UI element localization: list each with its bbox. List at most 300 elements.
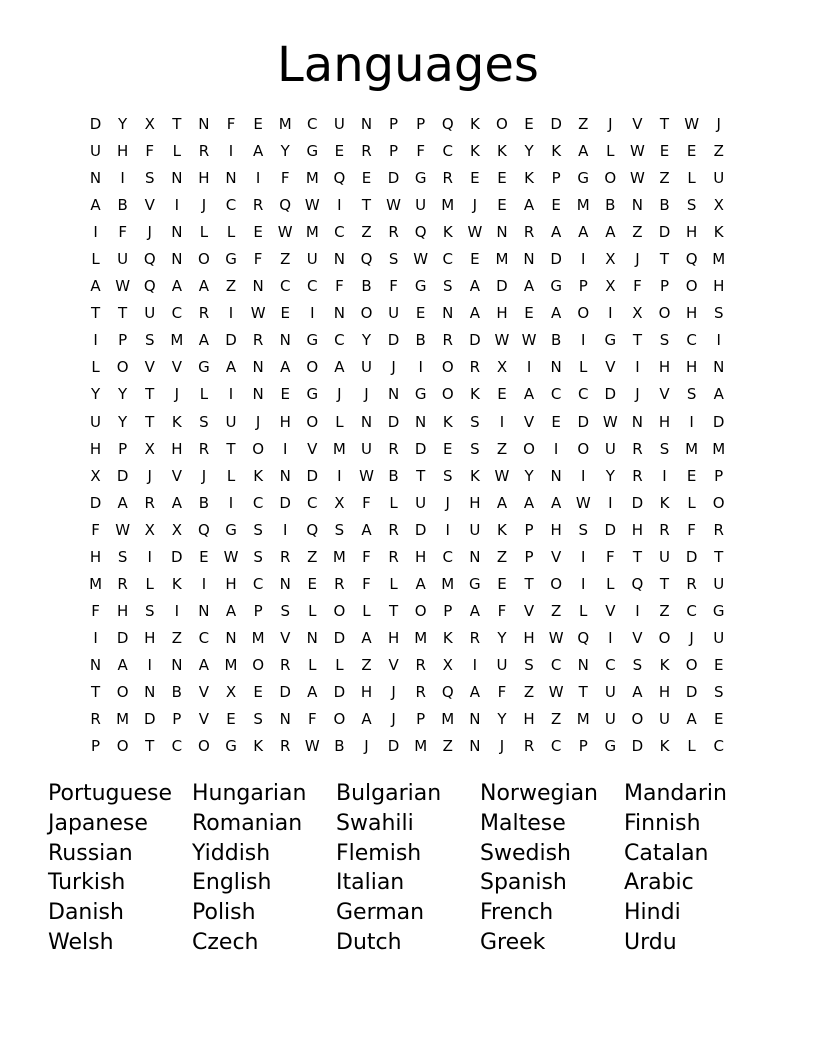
grid-letter: U [117,250,129,269]
grid-letter: F [389,277,398,296]
grid-letter: H [89,547,102,566]
grid-letter: U [333,115,345,133]
grid-letter: E [686,142,697,161]
grid-letter: K [497,520,507,539]
grid-letter: K [171,412,182,431]
grid-letter: I [228,304,234,323]
grid-letter: R [632,466,643,485]
grid-letter: C [442,250,453,269]
grid-letter: C [171,304,183,323]
grid-letter: O [631,710,644,729]
grid-letter: D [306,466,319,485]
grid-letter: X [171,520,182,539]
word-list [48,779,768,958]
grid-letter: T [145,737,155,756]
grid-letter: C [279,277,291,296]
word-list-item: Yiddish [192,840,271,866]
grid-letter: A [198,277,210,296]
grid-letter: L [687,169,696,188]
grid-letter: E [659,142,670,161]
grid-letter: K [442,412,453,431]
grid-letter: H [387,628,400,647]
grid-letter: A [578,223,589,242]
grid-letter: D [604,385,617,404]
grid-letter: N [306,628,318,647]
grid-letter: C [252,574,264,593]
grid-letter: K [442,628,453,647]
grid-letter: K [442,223,453,242]
grid-letter: J [147,223,152,242]
grid-letter: F [307,710,317,729]
grid-letter: L [687,737,696,756]
grid-letter: U [415,493,427,512]
grid-letter: J [635,250,640,269]
grid-letter: N [442,304,454,323]
grid-letter: P [172,710,182,729]
grid-letter: M [414,737,428,756]
grid-letter: E [470,250,480,269]
grid-letter: S [686,196,697,215]
grid-letter: A [171,493,182,512]
grid-letter: J [445,493,450,512]
grid-letter: K [551,142,562,161]
grid-letter: G [577,169,590,188]
grid-letter: O [604,169,617,188]
grid-letter: V [144,196,155,215]
grid-letter: Y [118,115,128,133]
grid-letter: L [308,655,317,674]
grid-letter: N [415,412,427,431]
grid-letter: N [252,385,264,404]
grid-letter: O [577,304,590,323]
grid-letter: X [144,115,155,133]
grid-letter: L [199,385,209,404]
grid-letter: U [360,358,372,377]
grid-letter: U [306,250,318,269]
grid-letter: I [282,520,288,539]
grid-letter: A [361,710,372,729]
grid-letter: A [280,358,291,377]
grid-letter: N [171,655,183,674]
grid-letter: I [228,493,234,512]
grid-letter: H [117,601,129,620]
grid-letter: B [334,737,345,756]
grid-letter: T [659,250,670,269]
grid-letter: T [145,385,155,404]
grid-letter: A [523,493,535,512]
grid-letter: O [116,682,129,701]
grid-letter: H [415,547,427,566]
grid-letter: D [577,412,590,431]
grid-letter: J [391,710,396,729]
grid-letter: V [388,655,399,674]
grid-letter: O [116,737,129,756]
grid-letter: R [252,331,264,350]
grid-letter: T [524,574,534,593]
grid-letter: W [277,223,293,242]
word-list-item: Urdu [624,929,677,955]
grid-letter: Z [442,737,453,756]
grid-letter: Q [414,223,427,242]
grid-letter: O [116,358,129,377]
grid-letter: U [90,142,102,161]
grid-letter: S [470,412,480,431]
grid-letter: I [93,331,98,350]
grid-letter: F [606,547,615,566]
grid-letter: L [606,574,615,593]
grid-letter: S [443,277,453,296]
grid-letter: O [441,385,454,404]
grid-letter: E [551,196,561,215]
grid-letter: W [115,520,131,539]
grid-letter: O [198,250,210,269]
grid-letter: H [631,520,644,539]
grid-letter: R [523,223,535,242]
grid-letter: M [576,196,590,215]
grid-letter: D [387,412,400,431]
grid-letter: E [713,710,724,729]
grid-letter: P [443,601,453,620]
grid-letter: D [171,547,183,566]
grid-letter: O [306,412,319,431]
grid-letter: M [576,710,590,729]
grid-letter: J [635,385,640,404]
word-list-item: Russian [48,840,133,866]
grid-letter: Q [279,196,292,215]
grid-letter: M [441,710,455,729]
grid-letter: A [523,196,535,215]
grid-letter: R [632,439,643,458]
grid-letter: F [91,601,100,620]
grid-letter: O [496,115,508,133]
grid-letter: N [198,601,210,620]
grid-letter: G [712,601,725,620]
grid-letter: N [496,223,508,242]
grid-letter: A [686,710,697,729]
grid-letter: D [496,277,508,296]
grid-letter: G [414,277,427,296]
word-list-item: Dutch [336,929,402,955]
grid-letter: W [223,547,239,566]
grid-letter: F [145,142,155,161]
grid-letter: A [361,520,372,539]
grid-letter: A [551,223,562,242]
grid-letter: R [198,439,210,458]
grid-letter: S [334,520,345,539]
grid-letter: C [334,331,345,350]
grid-letter: R [659,520,670,539]
grid-letter: M [278,115,292,133]
grid-letter: S [632,655,643,674]
grid-letter: I [228,385,234,404]
grid-letter: E [280,385,290,404]
grid-letter: N [333,250,345,269]
grid-letter: W [386,196,401,215]
grid-letter: I [581,331,586,350]
grid-letter: C [686,601,697,620]
word-list-item: German [336,900,425,926]
grid-letter: D [387,737,400,756]
grid-letter: Z [280,250,291,269]
grid-letter: R [415,682,426,701]
grid-letter: E [470,169,480,188]
grid-letter: V [144,358,155,377]
grid-letter: T [145,412,155,431]
grid-letter: E [524,304,534,323]
grid-letter: E [713,655,724,674]
grid-letter: B [659,196,670,215]
grid-letter: E [226,710,236,729]
word-list-item: Hungarian [192,781,307,806]
grid-letter: A [90,277,101,296]
grid-letter: Y [118,385,128,404]
grid-letter: Z [659,601,670,620]
grid-letter: L [579,358,588,377]
grid-letter: I [282,439,288,458]
grid-letter: E [199,547,209,566]
grid-letter: S [524,655,534,674]
grid-letter: E [443,439,453,458]
grid-letter: A [415,574,426,593]
grid-letter: B [117,196,128,215]
grid-letter: W [304,196,320,215]
grid-letter: I [255,169,261,188]
grid-letter: T [361,196,372,215]
grid-letter: V [605,601,616,620]
word-list-item: Turkish [48,870,126,896]
grid-letter: G [414,169,427,188]
grid-letter: V [551,547,562,566]
word-list-item: Swedish [480,840,571,866]
grid-letter: I [689,412,694,431]
grid-letter: I [499,412,505,431]
grid-letter: K [524,169,534,188]
grid-letter: C [307,493,318,512]
grid-letter: Z [578,115,589,133]
grid-letter: U [144,304,156,323]
grid-letter: N [171,169,183,188]
grid-letter: L [199,223,209,242]
grid-letter: J [201,466,207,485]
grid-letter: Q [333,169,346,188]
grid-letter: M [224,655,238,674]
grid-letter: Y [524,142,534,161]
grid-letter: I [174,196,180,215]
grid-letter: L [335,412,344,431]
grid-letter: D [414,439,427,458]
grid-letter: D [333,628,346,647]
grid-letter: R [144,493,155,512]
grid-letter: F [335,277,344,296]
grid-letter: J [201,196,207,215]
grid-letter: I [201,574,207,593]
grid-letter: W [250,304,266,323]
grid-letter: F [362,547,371,566]
grid-letter: D [387,169,400,188]
grid-letter: W [359,466,374,485]
grid-letter: S [443,466,453,485]
grid-letter: A [361,628,372,647]
grid-letter: T [90,304,101,323]
grid-letter: G [414,385,427,404]
grid-letter: B [550,331,562,350]
grid-letter: C [171,737,183,756]
grid-letter: D [116,628,129,647]
grid-letter: V [307,439,318,458]
grid-letter: V [171,358,182,377]
grid-letter: N [631,196,644,215]
grid-letter: I [418,358,423,377]
grid-letter: T [90,682,101,701]
grid-letter: P [578,737,588,756]
grid-letter: X [713,196,724,215]
grid-letter: U [415,196,427,215]
grid-letter: H [469,493,481,512]
grid-letter: J [391,682,396,701]
word-list-item: Catalan [624,840,709,866]
grid-letter: U [713,574,725,593]
grid-letter: N [279,466,291,485]
grid-letter: Q [441,682,454,701]
grid-letter: U [659,710,670,729]
grid-letter: J [364,385,369,404]
word-list-item: Greek [480,929,546,955]
grid-letter: H [279,412,291,431]
grid-letter: S [713,682,724,701]
grid-letter: O [333,601,346,620]
grid-letter: S [470,439,480,458]
grid-letter: I [581,466,586,485]
grid-letter: W [467,223,483,242]
grid-letter: D [414,520,427,539]
grid-letter: A [578,142,589,161]
grid-letter: B [198,493,210,512]
grid-letter: T [172,115,182,133]
grid-letter: C [442,142,453,161]
grid-letter: V [659,385,670,404]
grid-letter: A [469,304,480,323]
grid-letter: L [91,250,100,269]
grid-letter: M [712,250,726,269]
grid-letter: N [360,115,373,133]
grid-letter: N [360,412,373,431]
grid-letter: W [413,250,429,269]
grid-letter: M [414,628,428,647]
grid-letter: O [550,574,563,593]
grid-letter: U [225,412,237,431]
grid-letter: M [170,331,184,350]
grid-letter: X [144,439,155,458]
grid-letter: I [93,628,98,647]
grid-letter: N [387,385,400,404]
grid-letter: M [685,439,699,458]
grid-letter: W [494,331,510,350]
grid-letter: P [659,277,670,296]
grid-letter: P [389,115,399,133]
grid-letter: S [144,331,155,350]
grid-letter: Q [685,250,698,269]
grid-letter: F [416,142,425,161]
grid-letter: W [630,142,645,161]
word-list-item: Swahili [336,810,414,836]
grid-letter: L [226,466,236,485]
grid-letter: A [523,385,535,404]
grid-letter: Y [524,466,534,485]
grid-letter: H [89,439,102,458]
grid-letter: M [712,439,726,458]
grid-letter: N [89,655,102,674]
grid-letter: F [253,250,263,269]
grid-letter: H [685,358,698,377]
grid-letter: T [714,547,724,566]
grid-letter: I [445,520,450,539]
grid-letter: J [472,196,478,215]
grid-letter: V [632,115,643,133]
grid-letter: N [631,412,644,431]
grid-letter: W [494,466,510,485]
grid-letter: I [608,493,613,512]
page-title: Languages [277,37,539,93]
grid-letter: O [414,601,427,620]
grid-letter: J [337,385,342,404]
grid-letter: D [143,710,156,729]
word-list-item: Polish [192,900,256,926]
grid-letter: W [115,277,131,296]
grid-letter: K [469,466,480,485]
grid-letter: R [252,196,264,215]
grid-letter: Z [713,142,724,161]
grid-letter: S [144,601,155,620]
grid-letter: S [117,547,128,566]
grid-letter: Y [605,466,615,485]
grid-letter: I [228,142,234,161]
grid-letter: S [253,710,263,729]
grid-letter: J [147,466,152,485]
grid-letter: E [551,412,561,431]
grid-letter: X [144,520,155,539]
grid-letter: Q [143,277,156,296]
grid-letter: I [93,223,98,242]
grid-letter: I [581,547,586,566]
grid-letter: D [333,682,346,701]
grid-letter: K [469,385,480,404]
grid-letter: D [279,682,291,701]
grid-letter: M [332,439,346,458]
word-list-item: Hindi [624,900,681,926]
grid-letter: J [689,628,694,647]
grid-letter: W [548,628,564,647]
grid-letter: S [199,412,209,431]
grid-letter: O [306,358,319,377]
grid-letter: G [225,520,237,539]
grid-letter: N [279,710,291,729]
grid-letter: F [362,493,371,512]
grid-letter: I [174,601,180,620]
grid-letter: H [658,412,671,431]
grid-letter: K [171,574,182,593]
grid-letter: A [523,277,535,296]
grid-letter: R [90,710,101,729]
grid-letter: N [252,358,264,377]
grid-letter: A [551,493,562,512]
grid-letter: D [225,331,237,350]
grid-letter: B [361,277,372,296]
grid-letter: M [441,574,455,593]
grid-letter: V [605,358,616,377]
grid-letter: F [91,520,100,539]
grid-letter: G [198,358,210,377]
grid-letter: C [334,223,345,242]
